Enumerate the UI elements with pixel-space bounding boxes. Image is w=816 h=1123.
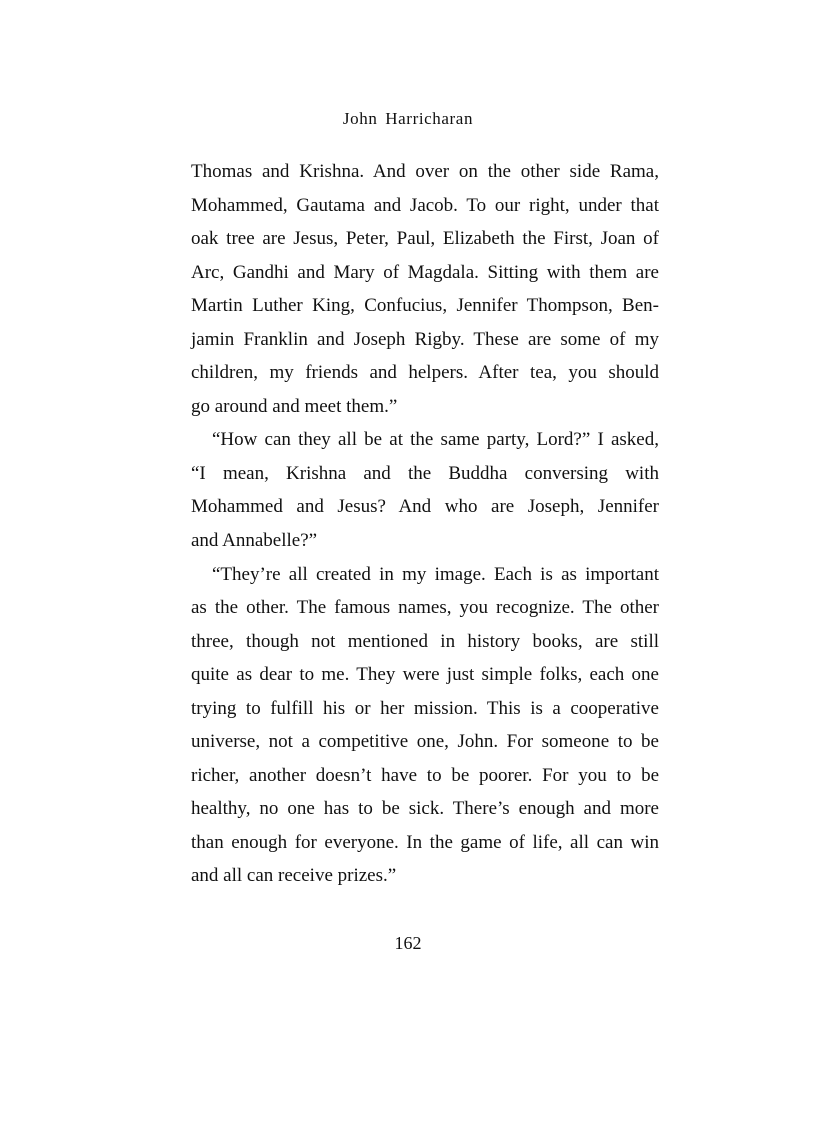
text-line: “I mean, Krishna and the Buddha conversing with [191,462,659,484]
text-line: “How can they all be at the same party, Lord?” I asked, [212,429,659,451]
text-line: richer, another doesn’t have to be poorer. For you to be [191,764,659,786]
page-number: 162 [394,933,422,953]
text-line: than enough for everyone. In the game of life, all can win [191,831,659,853]
text-line: Thomas and Krishna. And over on the other side Rama, [191,161,659,182]
text-line: Mohammed and Jesus? And who are Joseph, Jennifer [191,496,659,518]
text-line: Mohammed, Gautama and Jacob. To our right, under that [191,194,659,216]
text-line: quite as dear to me. They were just simple folks, each one [191,664,659,686]
text-line: Arc, Gandhi and Mary of Magdala. Sitting with them are [191,261,659,283]
running-header-author: John Harricharan [342,109,474,128]
text-line: and all can receive prizes.” [191,865,397,887]
body-text [191,155,659,893]
text-line: and Annabelle?” [191,530,318,552]
text-line: jamin Franklin and Joseph Rigby. These are some of my [191,328,659,350]
text-line: go around and meet them.” [191,395,398,417]
text-line: oak tree are Jesus, Peter, Paul, Elizabeth the First, Joan of [191,228,659,250]
text-line: healthy, no one has to be sick. There’s enough and more [191,798,659,820]
text-line: trying to fulfill his or her mission. This is a cooperative [191,697,659,719]
text-line: three, though not mentioned in history books, are still [191,630,659,652]
text-line: “They’re all created in my image. Each is as important [212,563,659,585]
text-line: Martin Luther King, Confucius, Jennifer Thompson, Ben- [191,295,659,317]
text-line: children, my friends and helpers. After tea, you should [191,362,659,384]
text-line: as the other. The famous names, you recognize. The other [191,597,659,619]
text-line: universe, not a competitive one, John. For someone to be [191,731,659,753]
